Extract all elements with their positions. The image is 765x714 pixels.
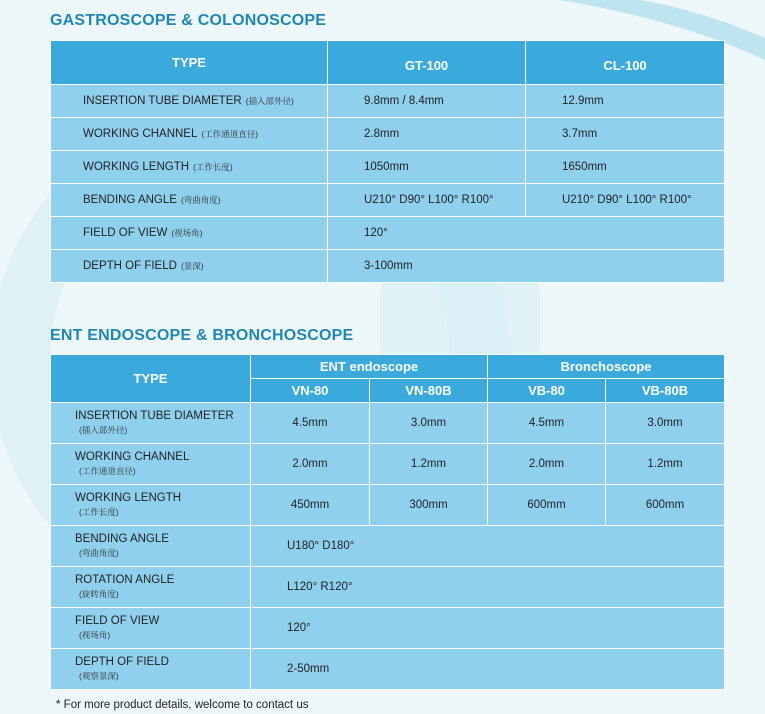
- spec-value: 1650mm: [526, 151, 725, 184]
- table-row: [51, 217, 725, 250]
- spec-label-text: WORKING LENGTH: [75, 492, 182, 504]
- spec-value: 1.2mm: [606, 444, 725, 485]
- spec-label-cn: (旋转角度): [79, 589, 119, 599]
- spec-value: 120°: [328, 217, 725, 250]
- spec-value: 1050mm: [328, 151, 526, 184]
- spec-label-cn: (插入部外径): [245, 96, 294, 106]
- spec-label: [51, 567, 251, 608]
- spec-value: 600mm: [606, 485, 725, 526]
- spec-label-cn: (弯曲角度): [180, 195, 221, 205]
- footnote: * For more product details, welcome to contact us: [56, 699, 309, 711]
- spec-label-cn: (工作通道直径): [79, 466, 136, 476]
- type-header: TYPE: [51, 355, 251, 403]
- spec-label-cn: (工作长度): [79, 507, 119, 517]
- table-row: [51, 649, 725, 690]
- gastroscope-spec-table: [50, 40, 725, 283]
- spec-label-cn: (视场角): [171, 228, 203, 238]
- spec-value: U210° D90° L100° R100°: [328, 184, 526, 217]
- spec-label-text: ROTATION ANGLE: [75, 574, 175, 586]
- spec-label-cn: (视场角): [79, 630, 111, 640]
- spec-value: 3-100mm: [328, 250, 725, 283]
- spec-label: [51, 403, 251, 444]
- spec-value: U180° D180°: [251, 526, 725, 567]
- spec-value: 12.9mm: [526, 85, 725, 118]
- spec-label: [51, 217, 328, 250]
- section-title-gastroscope: GASTROSCOPE & COLONOSCOPE: [50, 12, 327, 29]
- model-header-vn80: VN-80: [251, 379, 370, 403]
- spec-label: [51, 444, 251, 485]
- spec-value: L120° R120°: [251, 567, 725, 608]
- spec-value: 120°: [251, 608, 725, 649]
- spec-label-text: BENDING ANGLE: [83, 194, 177, 206]
- table-row: [51, 608, 725, 649]
- spec-value: U210° D90° L100° R100°: [526, 184, 725, 217]
- table-row: [51, 526, 725, 567]
- model-header-vb80: VB-80: [488, 379, 606, 403]
- spec-value: 4.5mm: [488, 403, 606, 444]
- table-header-row: [51, 41, 725, 85]
- spec-label-cn: (工作长度): [193, 162, 233, 172]
- spec-value: 2.0mm: [488, 444, 606, 485]
- section-title-ent-bronchoscope: ENT ENDOSCOPE & BRONCHOSCOPE: [50, 327, 354, 344]
- spec-value: 3.0mm: [370, 403, 488, 444]
- spec-value: 2.8mm: [328, 118, 526, 151]
- table-row: [51, 403, 725, 444]
- table-header-row: [51, 355, 725, 379]
- spec-value: 2-50mm: [251, 649, 725, 690]
- spec-label-cn: (工作通道直径): [201, 129, 259, 139]
- table-row: [51, 567, 725, 608]
- spec-label: [51, 485, 251, 526]
- spec-label-text: WORKING CHANNEL: [75, 451, 190, 463]
- table-row: [51, 151, 725, 184]
- spec-value: 4.5mm: [251, 403, 370, 444]
- spec-value: 3.7mm: [526, 118, 725, 151]
- spec-value: 9.8mm / 8.4mm: [328, 85, 526, 118]
- spec-label-text: DEPTH OF FIELD: [83, 260, 177, 272]
- model-header-vb80b: VB-80B: [606, 379, 725, 403]
- spec-value: 600mm: [488, 485, 606, 526]
- spec-label-cn: (弯曲角度): [79, 548, 119, 558]
- group-header-ent: ENT endoscope: [251, 355, 488, 379]
- ent-bronchoscope-spec-table: [50, 354, 725, 690]
- spec-label-text: BENDING ANGLE: [75, 533, 169, 545]
- spec-label: [51, 118, 328, 151]
- spec-label-text: WORKING LENGTH: [83, 161, 190, 173]
- spec-label-cn: (插入部外径): [79, 425, 128, 435]
- spec-value: 3.0mm: [606, 403, 725, 444]
- spec-label: [51, 151, 328, 184]
- spec-label-text: FIELD OF VIEW: [75, 615, 160, 627]
- spec-label: [51, 250, 328, 283]
- type-header: TYPE: [51, 41, 328, 85]
- table-row: [51, 184, 725, 217]
- group-header-bronchoscope: Bronchoscope: [488, 355, 725, 379]
- table-row: [51, 444, 725, 485]
- spec-label-cn: (景深): [180, 261, 204, 271]
- table-row: [51, 85, 725, 118]
- table-row: [51, 118, 725, 151]
- spec-label: [51, 526, 251, 567]
- spec-value: 300mm: [370, 485, 488, 526]
- spec-value: 450mm: [251, 485, 370, 526]
- spec-label: [51, 608, 251, 649]
- spec-label-text: INSERTION TUBE DIAMETER: [83, 95, 242, 107]
- spec-value: 2.0mm: [251, 444, 370, 485]
- spec-label-cn: (观察景深): [79, 671, 119, 681]
- spec-value: 1.2mm: [370, 444, 488, 485]
- spec-label: [51, 649, 251, 690]
- spec-label: [51, 184, 328, 217]
- model-header-gt100: GT-100: [328, 41, 526, 85]
- spec-label-text: DEPTH OF FIELD: [75, 656, 169, 668]
- spec-label-text: WORKING CHANNEL: [83, 128, 198, 140]
- spec-label: [51, 85, 328, 118]
- spec-label-text: FIELD OF VIEW: [83, 227, 168, 239]
- table-row: [51, 250, 725, 283]
- spec-label-text: INSERTION TUBE DIAMETER: [75, 410, 234, 422]
- table-row: [51, 485, 725, 526]
- model-header-vn80b: VN-80B: [370, 379, 488, 403]
- model-header-cl100: CL-100: [526, 41, 725, 85]
